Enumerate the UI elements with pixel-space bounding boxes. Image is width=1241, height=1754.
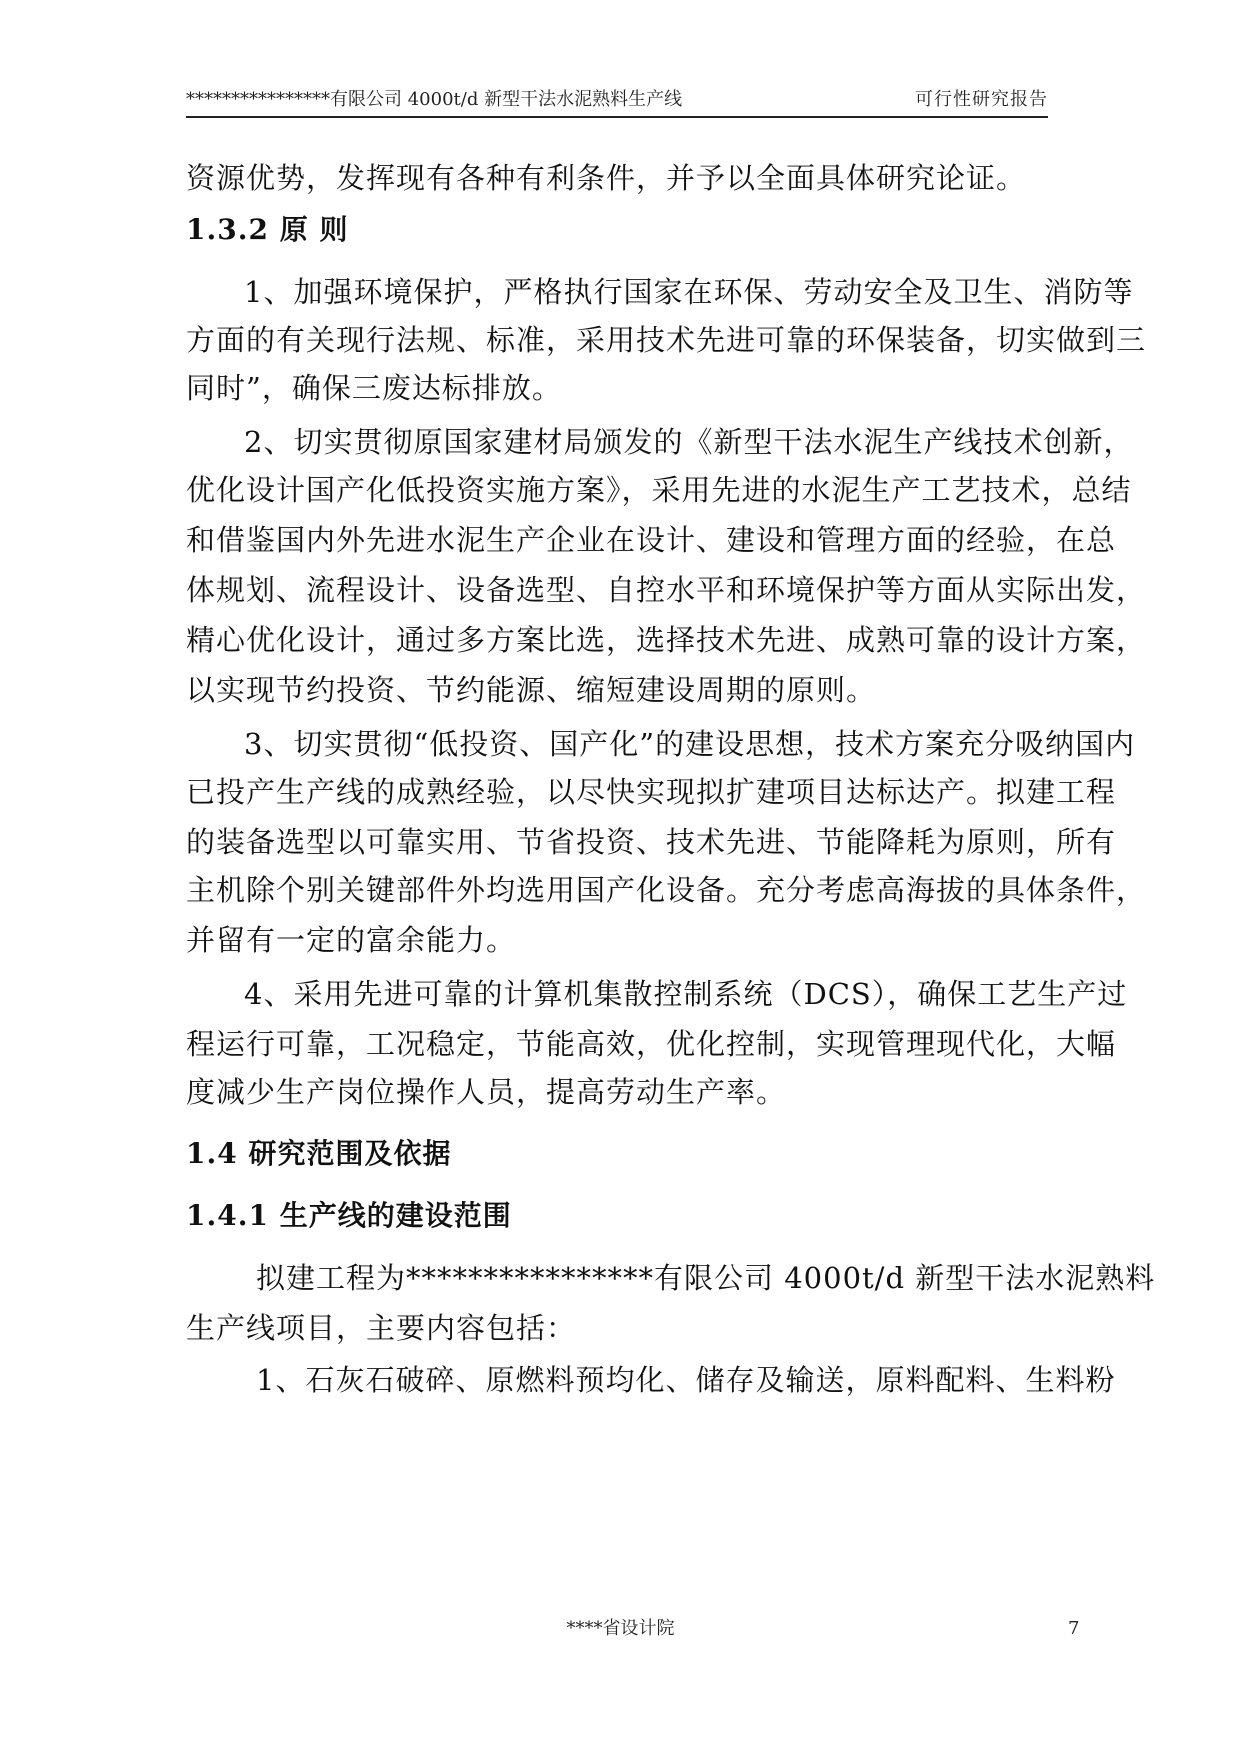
paragraph-line: 生产线项目，主要内容包括： [186,1311,577,1345]
paragraph-line: 1、加强环境保护，严格执行国家在环保、劳动安全及卫生、消防等 [244,275,1134,309]
header-report-type: 可行性研究报告 [915,89,1048,110]
footer-institute: ****省设计院 [566,1618,675,1639]
section-heading-1-4: 1.4 研究范围及依据 [186,1137,452,1170]
paragraph-line: 已投产生产线的成熟经验，以尽快实现拟扩建项目达标达产。拟建工程 [186,775,1117,809]
paragraph-line: 拟建工程为****************有限公司 4000t/d 新型干法水泥熟料 [256,1261,1156,1295]
paragraph-line: 3、切实贯彻“低投资、国产化”的建设思想，技术方案充分吸纳国内 [244,727,1136,761]
paragraph-line: 体规划、流程设计、设备选型、自控水平和环境保护等方面从实际出发， [186,573,1147,607]
paragraph-line: 精心优化设计，通过多方案比选，选择技术先进、成熟可靠的设计方案， [186,623,1147,657]
paragraph-line: 度减少生产岗位操作人员，提高劳动生产率。 [186,1075,787,1109]
paragraph-line: 同时”，确保三废达标排放。 [186,371,562,405]
paragraph-line: 主机除个别关键部件外均选用国产化设备。充分考虑高海拔的具体条件， [186,873,1147,907]
paragraph-line: 2、切实贯彻原国家建材局颁发的《新型干法水泥生产线技术创新， [244,425,1134,459]
paragraph-line: 和借鉴国内外先进水泥生产企业在设计、建设和管理方面的经验，在总 [186,523,1117,557]
page-header [186,88,1048,118]
paragraph-line: 以实现节约投资、节约能源、缩短建设周期的原则。 [186,673,877,707]
page-number: 7 [1068,1618,1080,1639]
section-heading-1-3-2: 1.3.2 原 则 [186,213,349,246]
paragraph-line: 优化设计国产化低投资实施方案》，采用先进的水泥生产工艺技术，总结 [186,473,1132,507]
paragraph-line: 程运行可靠，工况稳定，节能高效，优化控制，实现管理现代化，大幅 [186,1027,1117,1061]
paragraph-line: 的装备选型以可靠实用、节省投资、技术先进、节能降耗为原则，所有 [186,825,1117,859]
section-heading-1-4-1: 1.4.1 生产线的建设范围 [186,1199,512,1232]
paragraph-line: 4、采用先进可靠的计算机集散控制系统（DCS），确保工艺生产过 [244,977,1128,1011]
header-project-title: ****************有限公司 4000t/d 新型干法水泥熟料生产线 [186,89,683,110]
paragraph-line: 方面的有关现行法规、标准，采用技术先进可靠的环保装备，切实做到三 [186,323,1147,357]
paragraph-line: 资源优势，发挥现有各种有利条件，并予以全面具体研究论证。 [186,161,1027,195]
paragraph-line: 1、石灰石破碎、原燃料预均化、储存及输送，原料配料、生料粉 [256,1363,1116,1397]
paragraph-line: 并留有一定的富余能力。 [186,923,517,957]
